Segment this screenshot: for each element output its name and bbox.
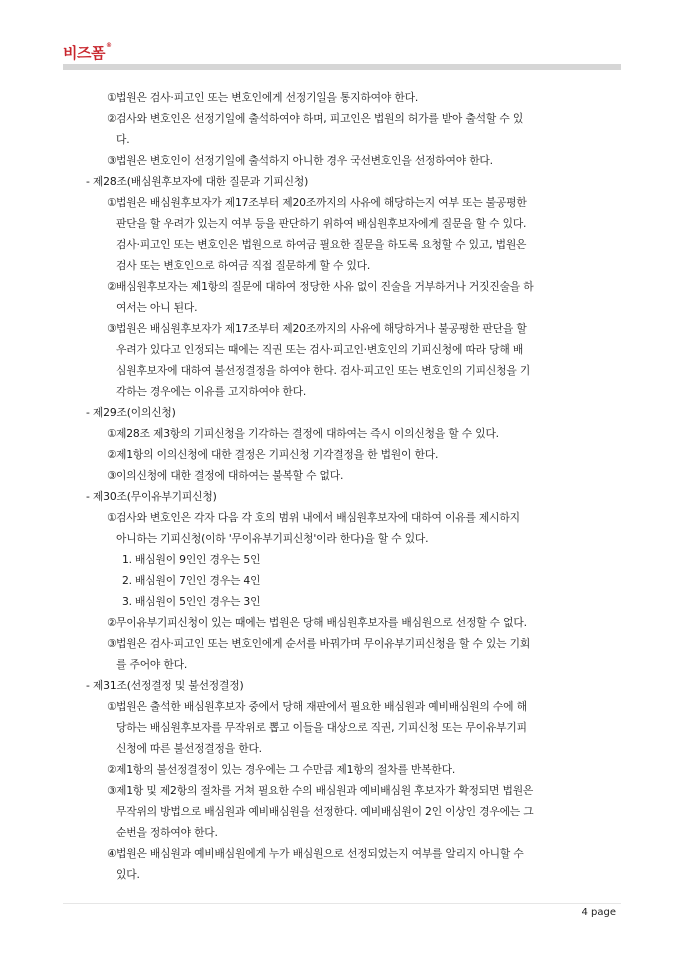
- item-text-line: 무작위의 방법으로 배심원과 예비배심원을 선정한다. 예비배심원이 2인 이상인 경우에는 그: [116, 805, 534, 818]
- item-text-line: 배심원후보자는 제1항의 질문에 대하여 정당한 사유 없이 진술을 거부하거나 거짓진술을 하: [116, 280, 534, 293]
- item-text-line: 신청에 따른 불선정결정을 한다.: [116, 742, 262, 755]
- paragraph-item: [89, 843, 623, 885]
- item-text-line: 배심원이 9인인 경우는 5인: [135, 553, 261, 566]
- item-text-line: 다.: [116, 133, 130, 146]
- paragraph-item: [89, 444, 623, 465]
- item-number: 3.: [122, 595, 132, 608]
- item-text-line: 제1항의 이의신청에 대한 결정은 기피신청 기각결정을 한 법원이 한다.: [116, 448, 439, 461]
- item-text-line: 검사 또는 변호인으로 하여금 직접 질문하게 할 수 있다.: [116, 259, 371, 272]
- item-number: ③: [107, 784, 117, 797]
- item-text-line: 법원은 검사·피고인 또는 변호인에게 순서를 바꿔가며 무이유부기피신청을 할 수 있는 기회: [116, 637, 531, 650]
- item-text-line: 심원후보자에 대하여 불선정결정을 하여야 한다. 검사·피고인 또는 변호인의 기피신청을 기: [116, 364, 531, 377]
- item-text-line: 법원은 배심원후보자가 제17조부터 제20조까지의 사유에 해당하는지 여부 또는 불공평한: [116, 196, 527, 209]
- paragraph-item: [89, 507, 623, 549]
- sub-item: [89, 570, 623, 591]
- item-text-line: 검사와 변호인은 선정기일에 출석하여야 하며, 피고인은 법원의 허가를 받아 출석할 수 있: [116, 112, 524, 125]
- paragraph-item: [89, 759, 623, 780]
- item-text-line: 법원은 배심원과 예비배심원에게 누가 배심원으로 선정되었는지 여부를 알리지 아니할 수: [116, 847, 524, 860]
- article-heading: - 제29조(이의신청): [86, 406, 176, 419]
- item-text-line: 판단을 할 우려가 있는지 여부 등을 판단하기 위하여 배심원후보자에게 질문을 할 수 있다.: [116, 217, 527, 230]
- document-body: [86, 87, 623, 885]
- paragraph-item: [89, 150, 623, 171]
- item-number: ①: [107, 511, 117, 524]
- item-number: ③: [107, 469, 117, 482]
- item-text-line: 순번을 정하여야 한다.: [116, 826, 218, 839]
- item-text-line: 각하는 경우에는 이유를 고지하여야 한다.: [116, 385, 307, 398]
- sub-item: [89, 591, 623, 612]
- sub-item: [89, 549, 623, 570]
- item-text-line: 이의신청에 대한 결정에 대하여는 불복할 수 없다.: [116, 469, 344, 482]
- paragraph-item: [89, 423, 623, 444]
- item-text-line: 검사와 변호인은 각자 다음 각 호의 범위 내에서 배심원후보자에 대하여 이유를 제시하지: [116, 511, 520, 524]
- article-heading: - 제30조(무이유부기피신청): [86, 490, 217, 503]
- item-number: ④: [107, 847, 117, 860]
- paragraph-item: [89, 696, 623, 759]
- bizform-logo: 비즈폼®: [63, 42, 112, 62]
- paragraph-item: [89, 108, 623, 150]
- item-number: ②: [107, 763, 117, 776]
- item-number: ②: [107, 616, 117, 629]
- item-number: ①: [107, 196, 117, 209]
- item-number: ①: [107, 91, 117, 104]
- item-text-line: 제1항 및 제2항의 절차를 거쳐 필요한 수의 배심원과 예비배심원 후보자가 확정되면 법원은: [116, 784, 534, 797]
- paragraph-item: [89, 780, 623, 843]
- item-number: ③: [107, 322, 117, 335]
- item-number: ③: [107, 637, 117, 650]
- item-text-line: 당하는 배심원후보자를 무작위로 뽑고 이들을 대상으로 직권, 기피신청 또는 무이유부기피: [116, 721, 527, 734]
- item-text-line: 아니하는 기피신청(이하 '무이유부기피신청'이라 한다)을 할 수 있다.: [116, 532, 429, 545]
- item-number: ②: [107, 448, 117, 461]
- article-heading: - 제28조(배심원후보자에 대한 질문과 기피신청): [86, 175, 309, 188]
- item-text-line: 법원은 변호인이 선정기일에 출석하지 아니한 경우 국선변호인을 선정하여야 한다.: [116, 154, 493, 167]
- article-heading: - 제31조(선정결정 및 불선정결정): [86, 679, 244, 692]
- paragraph-item: [89, 276, 623, 318]
- item-text-line: 배심원이 7인인 경우는 4인: [135, 574, 261, 587]
- item-number: 2.: [122, 574, 132, 587]
- item-number: ③: [107, 154, 117, 167]
- item-number: ①: [107, 700, 117, 713]
- paragraph-item: [89, 465, 623, 486]
- item-text-line: 우려가 있다고 인정되는 때에는 직권 또는 검사·피고인·변호인의 기피신청에 따라 당해 배: [116, 343, 524, 356]
- item-number: ②: [107, 112, 117, 125]
- item-number: 1.: [122, 553, 132, 566]
- item-text-line: 무이유부기피신청이 있는 때에는 법원은 당해 배심원후보자를 배심원으로 선정할 수 없다.: [116, 616, 527, 629]
- paragraph-item: [89, 633, 623, 675]
- paragraph-item: [89, 87, 623, 108]
- item-text-line: 배심원이 5인인 경우는 3인: [135, 595, 261, 608]
- item-text-line: 법원은 배심원후보자가 제17조부터 제20조까지의 사유에 해당하거나 불공평한 판단을 할: [116, 322, 527, 335]
- item-text-line: 제1항의 불선정결정이 있는 경우에는 그 수만큼 제1항의 절차를 반복한다.: [116, 763, 456, 776]
- item-number: ②: [107, 280, 117, 293]
- page-number: 4 page: [581, 907, 616, 918]
- item-text-line: 있다.: [116, 868, 140, 881]
- item-text-line: 여서는 아니 된다.: [116, 301, 198, 314]
- paragraph-item: [89, 318, 623, 402]
- header-bar: [63, 64, 621, 70]
- paragraph-item: [89, 612, 623, 633]
- footer-divider: [63, 903, 621, 904]
- item-text-line: 법원은 검사·피고인 또는 변호인에게 선정기일을 통지하여야 한다.: [116, 91, 419, 104]
- paragraph-item: [89, 192, 623, 276]
- item-number: ①: [107, 427, 117, 440]
- item-text-line: 를 주어야 한다.: [116, 658, 188, 671]
- item-text-line: 법원은 출석한 배심원후보자 중에서 당해 재판에서 필요한 배심원과 예비배심원의 수에 해: [116, 700, 527, 713]
- item-text-line: 제28조 제3항의 기피신청을 기각하는 결정에 대하여는 즉시 이의신청을 할 수 있다.: [116, 427, 499, 440]
- item-text-line: 검사·피고인 또는 변호인은 법원으로 하여금 필요한 질문을 하도록 요청할 수 있고, 법원은: [116, 238, 527, 251]
